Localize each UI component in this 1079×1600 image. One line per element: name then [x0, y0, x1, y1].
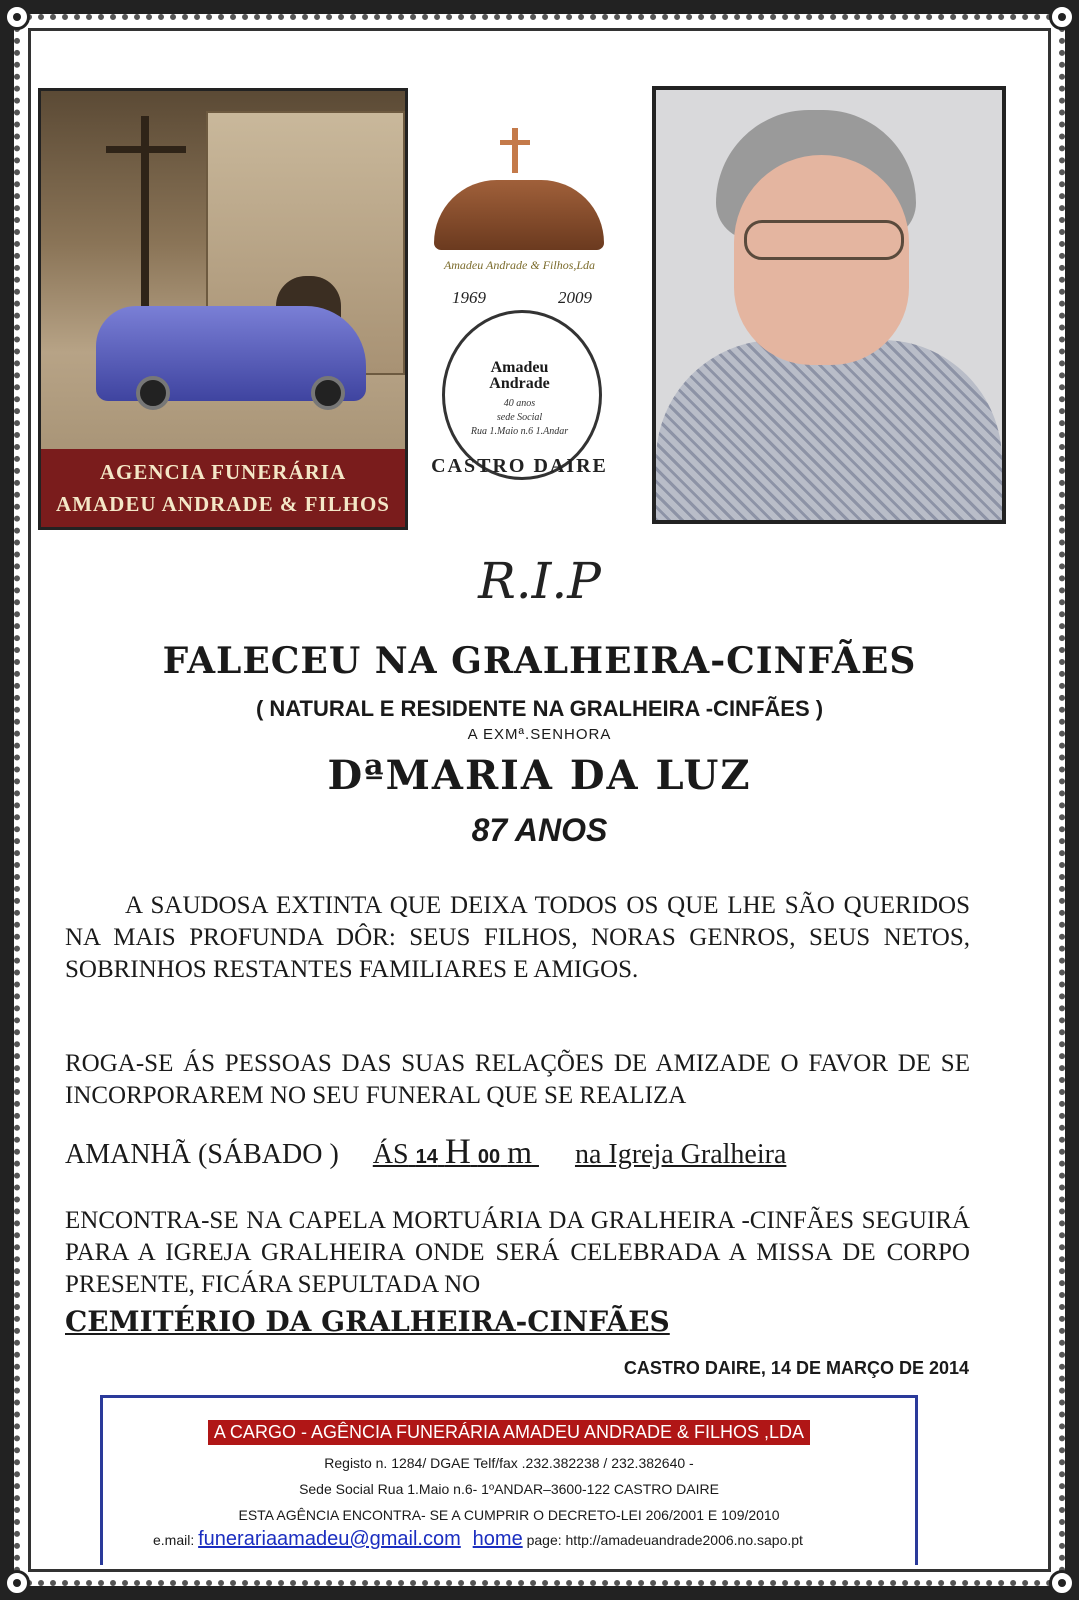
logo-pediment	[434, 180, 604, 250]
footer-contact	[153, 1528, 803, 1551]
corner-ornament-icon	[1049, 1570, 1075, 1596]
logo-address: Rua 1.Maio n.6 1.Andar	[470, 426, 569, 437]
cross-icon	[512, 128, 518, 173]
corner-ornament-icon	[4, 4, 30, 30]
corner-ornament-icon	[1049, 4, 1075, 30]
logo-tagline: Amadeu Andrade & Filhos,Lda	[443, 258, 596, 272]
residence-line: ( NATURAL E RESIDENTE NA GRALHEIRA -CINFÃES )	[255, 696, 824, 721]
home-page-url[interactable]: page: http://amadeuandrade2006.no.sapo.pt	[526, 1532, 803, 1548]
bereavement-paragraph: A SAUDOSA EXTINTA QUE DEIXA TODOS OS QUE LHE SÃO QUERIDOS NA MAIS PROFUNDA DÔR: SEUS FILHOS, NORAS GENROS, SEUS NETOS, SOBRINHOS RESTANTES FAMILIARES E AMIGOS.	[65, 892, 970, 983]
deceased-name: DªMARIA DA LUZ	[327, 752, 752, 799]
email-label: e.mail:	[153, 1532, 195, 1548]
email-link[interactable]: funerariaamadeu@gmail.com	[198, 1528, 461, 1550]
corner-ornament-icon	[4, 1570, 30, 1596]
logo-town: CASTRO DAIRE	[431, 455, 608, 477]
deceased-portrait	[652, 86, 1006, 524]
agency-photo	[38, 88, 408, 530]
funeral-place: na Igreja Gralheira	[574, 1139, 787, 1170]
honorific: A EXMª.SENHORA	[467, 726, 612, 743]
agency-logo	[412, 120, 627, 500]
logo-monogram: Amadeu Andrade	[489, 359, 550, 392]
invitation-paragraph: ROGA-SE ÁS PESSOAS DAS SUAS RELAÇÕES DE AMIZADE O FAVOR DE SE INCORPORAREM NO SEU FUNERAL QUE SE REALIZA	[65, 1050, 970, 1109]
agency-banner-line2: AMADEU ANDRADE & FILHOS	[56, 492, 390, 516]
agency-banner	[41, 449, 405, 527]
death-place-heading: FALECEU NA GRALHEIRA-CINFÃES	[162, 640, 917, 682]
funeral-time-line	[65, 1130, 970, 1172]
dateline: CASTRO DAIRE, 14 DE MARÇO DE 2014	[623, 1358, 969, 1378]
logo-years: 1969 2009	[452, 288, 592, 307]
footer-registo: Registo n. 1284/ DGAE Telf/fax .232.382238 / 232.382640 -	[324, 1455, 694, 1471]
home-link[interactable]: home	[472, 1528, 523, 1550]
deceased-age: 87 ANOS	[471, 812, 608, 848]
agency-footer	[100, 1395, 918, 1565]
footer-title: A CARGO - AGÊNCIA FUNERÁRIA AMADEU ANDRADE & FILHOS ,LDA	[208, 1420, 810, 1445]
logo-anniversary: 40 anos	[503, 398, 536, 409]
footer-sede: Sede Social Rua 1.Maio n.6- 1ºANDAR–3600-122 CASTRO DAIRE	[299, 1481, 719, 1497]
funeral-time: ÁS 14 H 00 m na Igreja Gralheira	[372, 1131, 787, 1171]
agency-banner-line1: AGENCIA FUNERÁRIA	[99, 460, 347, 484]
glasses-icon	[744, 220, 904, 260]
logo-seat: sede Social	[496, 412, 543, 423]
rip-heading: R.I.P	[478, 552, 601, 610]
ceremony-paragraph: ENCONTRA-SE NA CAPELA MORTUÁRIA DA GRALHEIRA -CINFÃES SEGUIRÁ PARA A IGREJA GRALHEIRA ONDE SERÁ CELEBRADA A MISSA DE CORPO PRESENTE, FICÁRA SEPULTADA NO	[65, 1207, 970, 1298]
funeral-day: AMANHÃ (SÁBADO )	[65, 1139, 339, 1170]
cemetery-name: CEMITÉRIO DA GRALHEIRA-CINFÃES	[65, 1305, 670, 1338]
footer-decreto: ESTA AGÊNCIA ENCONTRA- SE A CUMPRIR O DECRETO-LEI 206/2001 E 109/2010	[238, 1507, 780, 1523]
